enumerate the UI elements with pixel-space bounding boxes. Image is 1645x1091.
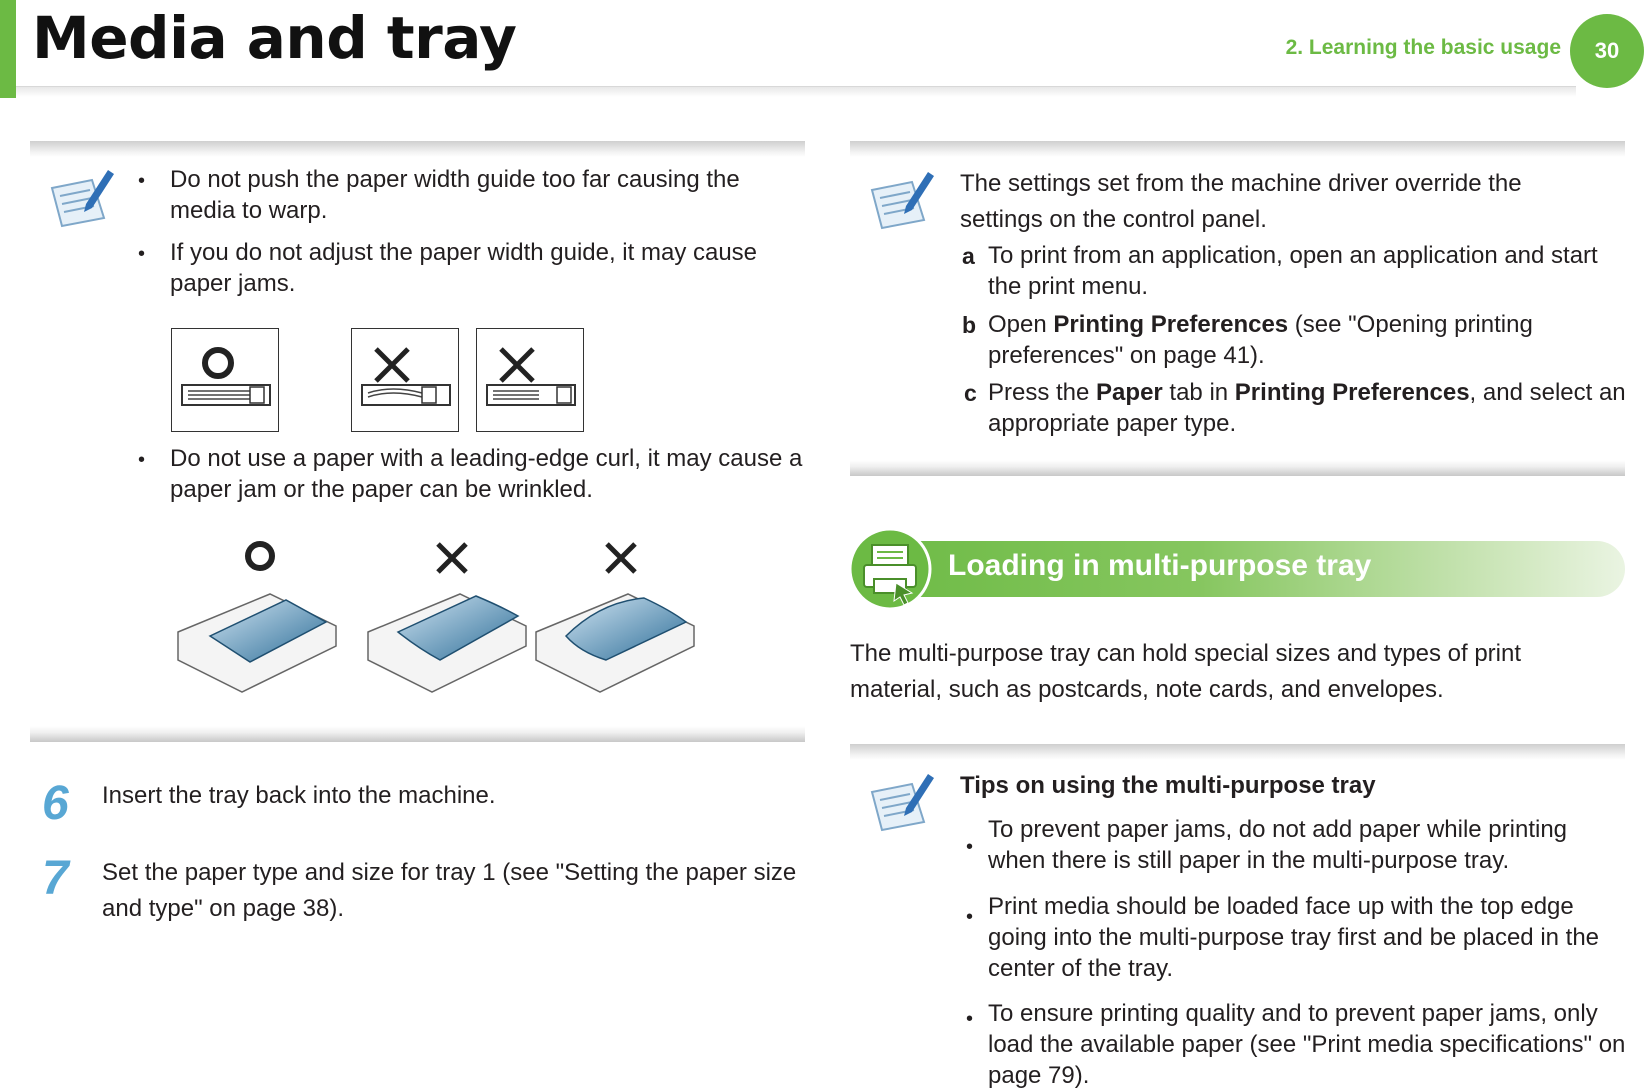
section-intro-text: The multi-purpose tray can hold special sizes and types of print material, such as postcards, note cards, and envelopes. bbox=[850, 640, 1522, 703]
note-top-bar bbox=[850, 744, 1625, 760]
paper-curl-illustration bbox=[170, 536, 730, 706]
header-accent-bar bbox=[0, 0, 16, 98]
guide-correct-image bbox=[171, 328, 279, 432]
list-letter: b bbox=[962, 312, 977, 338]
list-letter: c bbox=[964, 380, 977, 406]
section-title: Loading in multi-purpose tray bbox=[948, 549, 1372, 582]
note-bullet-text: If you do not adjust the paper width guide, it may cause paper jams. bbox=[170, 239, 758, 297]
tips-bullet-text: To prevent paper jams, do not add paper while printing when there is still paper in the multi-purpose tray. bbox=[988, 816, 1568, 874]
bullet-dot: • bbox=[966, 906, 974, 928]
guide-too-far-image bbox=[351, 328, 459, 432]
bullet-dot: • bbox=[138, 243, 146, 265]
list-letter: a bbox=[962, 243, 975, 269]
tips-bullet-text: To ensure printing quality and to prevent paper jams, only load the available paper (see "Print media specifications" on page 79). bbox=[988, 1000, 1626, 1089]
bullet-dot: • bbox=[966, 836, 974, 858]
bullet-dot: • bbox=[138, 449, 146, 471]
header-divider bbox=[16, 86, 1576, 97]
note-item-text: To print from an application, open an application and start the print menu. bbox=[988, 242, 1598, 300]
note-bottom-bar bbox=[30, 726, 805, 742]
note-intro-text: The settings set from the machine driver override the settings on the control panel. bbox=[960, 170, 1522, 233]
chapter-label: 2. Learning the basic usage bbox=[1285, 36, 1561, 59]
note-pencil-icon bbox=[46, 166, 116, 232]
note-item-text: Press the Paper tab in Printing Preferences, and select an appropriate paper type. bbox=[988, 379, 1626, 437]
bullet-dot: • bbox=[138, 170, 146, 192]
bullet-dot: • bbox=[966, 1008, 974, 1030]
printer-icon bbox=[848, 527, 932, 611]
tips-title: Tips on using the multi-purpose tray bbox=[960, 772, 1376, 799]
page-title: Media and tray bbox=[32, 4, 517, 72]
step-text: Set the paper type and size for tray 1 (see "Setting the paper size and type" on page 38). bbox=[102, 859, 797, 922]
note-top-bar bbox=[850, 141, 1625, 157]
note-bottom-bar bbox=[850, 460, 1625, 476]
note-item-text: Open Printing Preferences (see "Opening printing preferences" on page 41). bbox=[988, 311, 1533, 369]
note-bullet-text: Do not push the paper width guide too far causing the media to warp. bbox=[170, 166, 740, 224]
step-text: Insert the tray back into the machine. bbox=[102, 782, 496, 809]
guide-too-loose-image bbox=[476, 328, 584, 432]
tips-bullet-text: Print media should be loaded face up with the top edge going into the multi-purpose tray first and be placed in the center of the tray. bbox=[988, 893, 1600, 982]
note-bullet-text: Do not use a paper with a leading-edge curl, it may cause a paper jam or the paper can be wrinkled. bbox=[170, 445, 803, 503]
step-number: 6 bbox=[42, 777, 69, 830]
note-pencil-icon bbox=[866, 168, 936, 234]
note-pencil-icon bbox=[866, 770, 936, 836]
step-number: 7 bbox=[42, 852, 69, 905]
page-number-badge: 30 bbox=[1570, 14, 1644, 88]
note-top-bar bbox=[30, 141, 805, 157]
